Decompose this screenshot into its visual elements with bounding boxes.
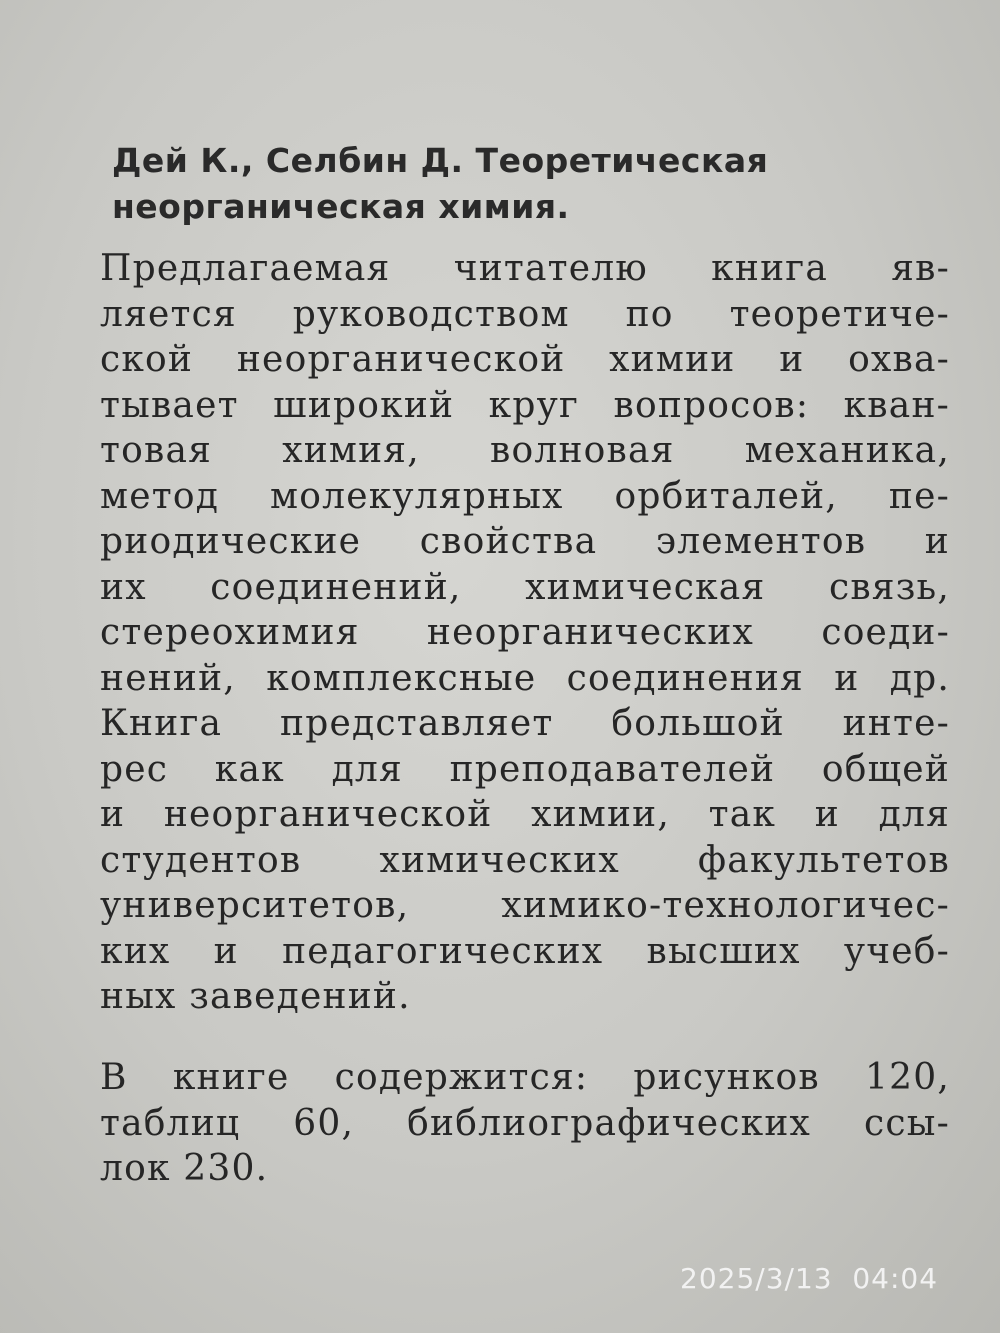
contents-line: В книге содержится: рисунков 120, xyxy=(100,1057,950,1098)
book-title-heading xyxy=(112,138,902,230)
abstract-line: ляется руководством по теоретиче- xyxy=(100,293,950,335)
abstract-line: Предлагаемая читателю книга яв- xyxy=(100,248,950,289)
heading-line: Дей К., Селбин Д. Теоретическая xyxy=(112,141,769,180)
contents-line: лок 230. xyxy=(100,1148,269,1189)
abstract-line: ской неорганической химии и охва- xyxy=(100,339,950,380)
abstract-line: риодические свойства элементов и xyxy=(100,521,950,562)
contents-line: таблиц 60, библиографических ссы- xyxy=(100,1102,950,1144)
abstract-line: метод молекулярных орбиталей, пе- xyxy=(100,475,950,517)
abstract-line: ных заведений. xyxy=(100,976,411,1017)
abstract-line: ких и педагогических высших учеб- xyxy=(100,930,950,972)
abstract-line: и неорганической химии, так и для xyxy=(100,794,950,835)
abstract-line: нений, комплексные соединения и др. xyxy=(100,657,950,699)
abstract-line: их соединений, химическая связь, xyxy=(100,566,950,608)
abstract-line: студентов химических факультетов xyxy=(100,839,950,881)
abstract-line: товая химия, волновая механика, xyxy=(100,430,950,471)
abstract-line: университетов, химико-технологичес- xyxy=(100,885,950,926)
abstract-line: стереохимия неорганических соеди- xyxy=(100,612,950,653)
contents-summary xyxy=(100,1055,950,1192)
abstract-line: тывает широкий круг вопросов: кван- xyxy=(100,384,950,426)
heading-line: неорганическая химия. xyxy=(112,187,570,226)
abstract-paragraph xyxy=(100,246,950,1020)
photo-timestamp: 2025/3/13 04:04 xyxy=(680,1262,939,1295)
abstract-line: Книга представляет большой инте- xyxy=(100,703,950,744)
abstract-line: рес как для преподавателей общей xyxy=(100,748,950,790)
